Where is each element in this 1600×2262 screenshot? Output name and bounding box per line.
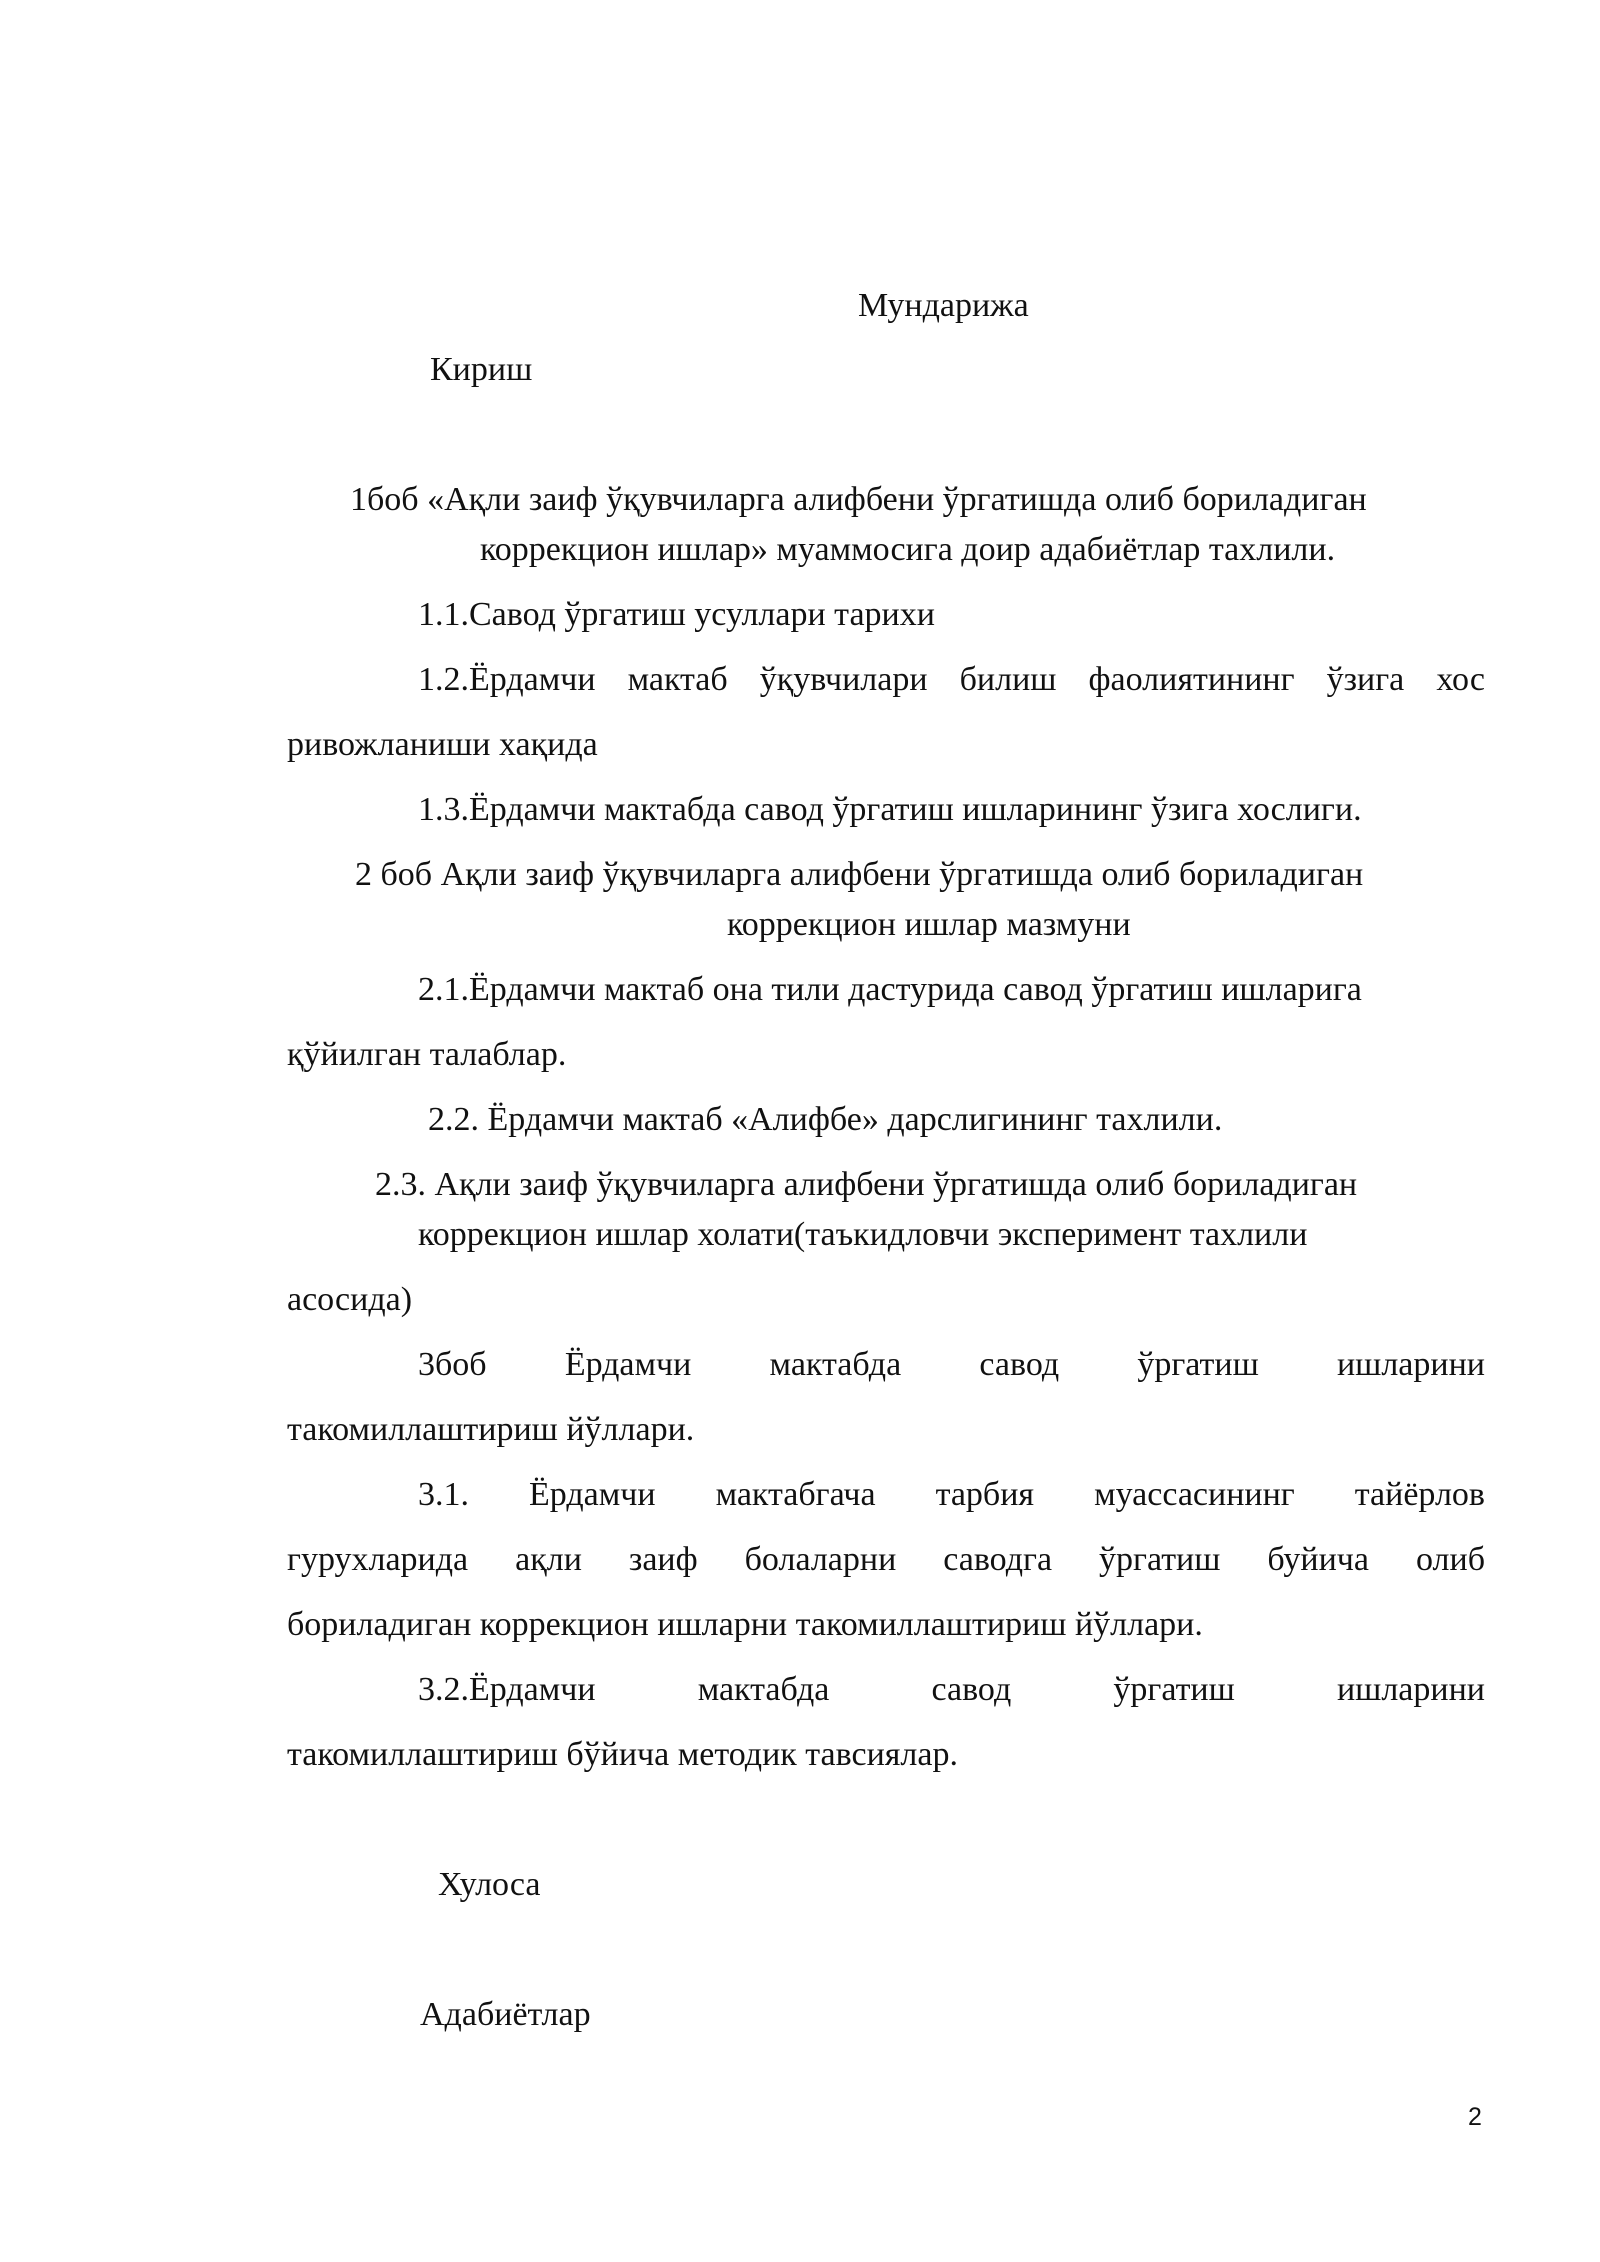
word: 3.1. bbox=[418, 1476, 469, 1513]
word: савод bbox=[931, 1671, 1012, 1708]
word: мактабда bbox=[697, 1671, 830, 1708]
toc-section-2-3-line-3: асосида) bbox=[287, 1281, 413, 1318]
word: ишларини bbox=[1336, 1671, 1485, 1708]
toc-chapter-3-line-2: такомиллаштириш йўллари. bbox=[287, 1411, 695, 1448]
toc-section-3-1-line-3: бориладиган коррекцион ишларни такомиллаштириш йўллари. bbox=[287, 1606, 1203, 1643]
toc-section-2-2: 2.2. Ёрдамчи мактаб «Алифбе» дарслигининг тахлили. bbox=[428, 1101, 1223, 1138]
word: тарбия bbox=[935, 1476, 1035, 1513]
word: Ёрдамчи bbox=[564, 1346, 692, 1383]
word: гурухларида bbox=[287, 1541, 469, 1578]
toc-section-1-3: 1.3.Ёрдамчи мактабда савод ўргатиш ишларининг ўзига хослиги. bbox=[418, 791, 1362, 828]
word: хос bbox=[1436, 661, 1485, 698]
word: Ёрдамчи bbox=[529, 1476, 656, 1513]
toc-section-2-3-line-2: коррекцион ишлар холати(таъкидловчи эксперимент тахлили bbox=[418, 1216, 1308, 1253]
word: ўқувчилари bbox=[759, 661, 928, 698]
word: ўргатиш bbox=[1113, 1671, 1235, 1708]
word: буйича bbox=[1267, 1541, 1369, 1578]
word: мактаб bbox=[627, 661, 728, 698]
word: ўргатиш bbox=[1099, 1541, 1221, 1578]
toc-section-3-1-line-2 bbox=[287, 1540, 1485, 1580]
toc-intro: Кириш bbox=[430, 351, 533, 388]
word: заиф bbox=[628, 1541, 698, 1578]
toc-chapter-1-line-2: коррекцион ишлар» муаммосига доир адабиётлар тахлили. bbox=[480, 531, 1336, 568]
word: ишларини bbox=[1336, 1346, 1485, 1383]
word: ўзига bbox=[1326, 661, 1405, 698]
word: болаларни bbox=[744, 1541, 897, 1578]
toc-section-1-1: 1.1.Савод ўргатиш усуллари тарихи bbox=[418, 596, 935, 633]
word: мактабда bbox=[769, 1346, 902, 1383]
word: билиш bbox=[959, 661, 1057, 698]
toc-chapter-1-line-1: 1боб «Ақли заиф ўқувчиларга алифбени ўргатишда олиб бориладиган bbox=[350, 481, 1367, 518]
toc-section-3-1-line-1 bbox=[418, 1475, 1485, 1515]
toc-section-2-1-line-2: қўйилган талаблар. bbox=[287, 1036, 567, 1073]
word: 3боб bbox=[418, 1346, 487, 1383]
toc-references: Адабиётлар bbox=[420, 1996, 591, 2033]
word: савод bbox=[979, 1346, 1060, 1383]
toc-section-1-2-line-2: ривожланиши хақида bbox=[287, 726, 598, 763]
page-number: 2 bbox=[1468, 2103, 1482, 2131]
word: 1.2.Ёрдамчи bbox=[418, 661, 596, 698]
toc-section-2-1-line-1: 2.1.Ёрдамчи мактаб она тили дастурида савод ўргатиш ишларига bbox=[418, 971, 1362, 1008]
toc-section-3-2-line-1 bbox=[418, 1670, 1485, 1710]
word: саводга bbox=[943, 1541, 1053, 1578]
toc-chapter-2-line-1: 2 боб Ақли заиф ўқувчиларга алифбени ўргатишда олиб бориладиган bbox=[355, 856, 1364, 893]
word: тайёрлов bbox=[1354, 1476, 1485, 1513]
toc-title: Мундарижа bbox=[858, 287, 1029, 324]
word: олиб bbox=[1415, 1541, 1485, 1578]
word: 3.2.Ёрдамчи bbox=[418, 1671, 596, 1708]
word: ақли bbox=[515, 1541, 582, 1578]
toc-section-2-3-line-1: 2.3. Ақли заиф ўқувчиларга алифбени ўргатишда олиб бориладиган bbox=[375, 1166, 1358, 1203]
toc-section-1-2-line-1 bbox=[418, 660, 1485, 700]
word: фаолиятининг bbox=[1088, 661, 1295, 698]
word: мактабгача bbox=[715, 1476, 876, 1513]
word: ўргатиш bbox=[1137, 1346, 1259, 1383]
toc-section-3-2-line-2: такомиллаштириш бўйича методик тавсиялар. bbox=[287, 1736, 958, 1773]
toc-conclusion: Хулоса bbox=[438, 1866, 541, 1903]
toc-chapter-3-line-1 bbox=[418, 1345, 1485, 1385]
toc-chapter-2-line-2: коррекцион ишлар мазмуни bbox=[727, 906, 1131, 943]
word: муассасининг bbox=[1094, 1476, 1295, 1513]
